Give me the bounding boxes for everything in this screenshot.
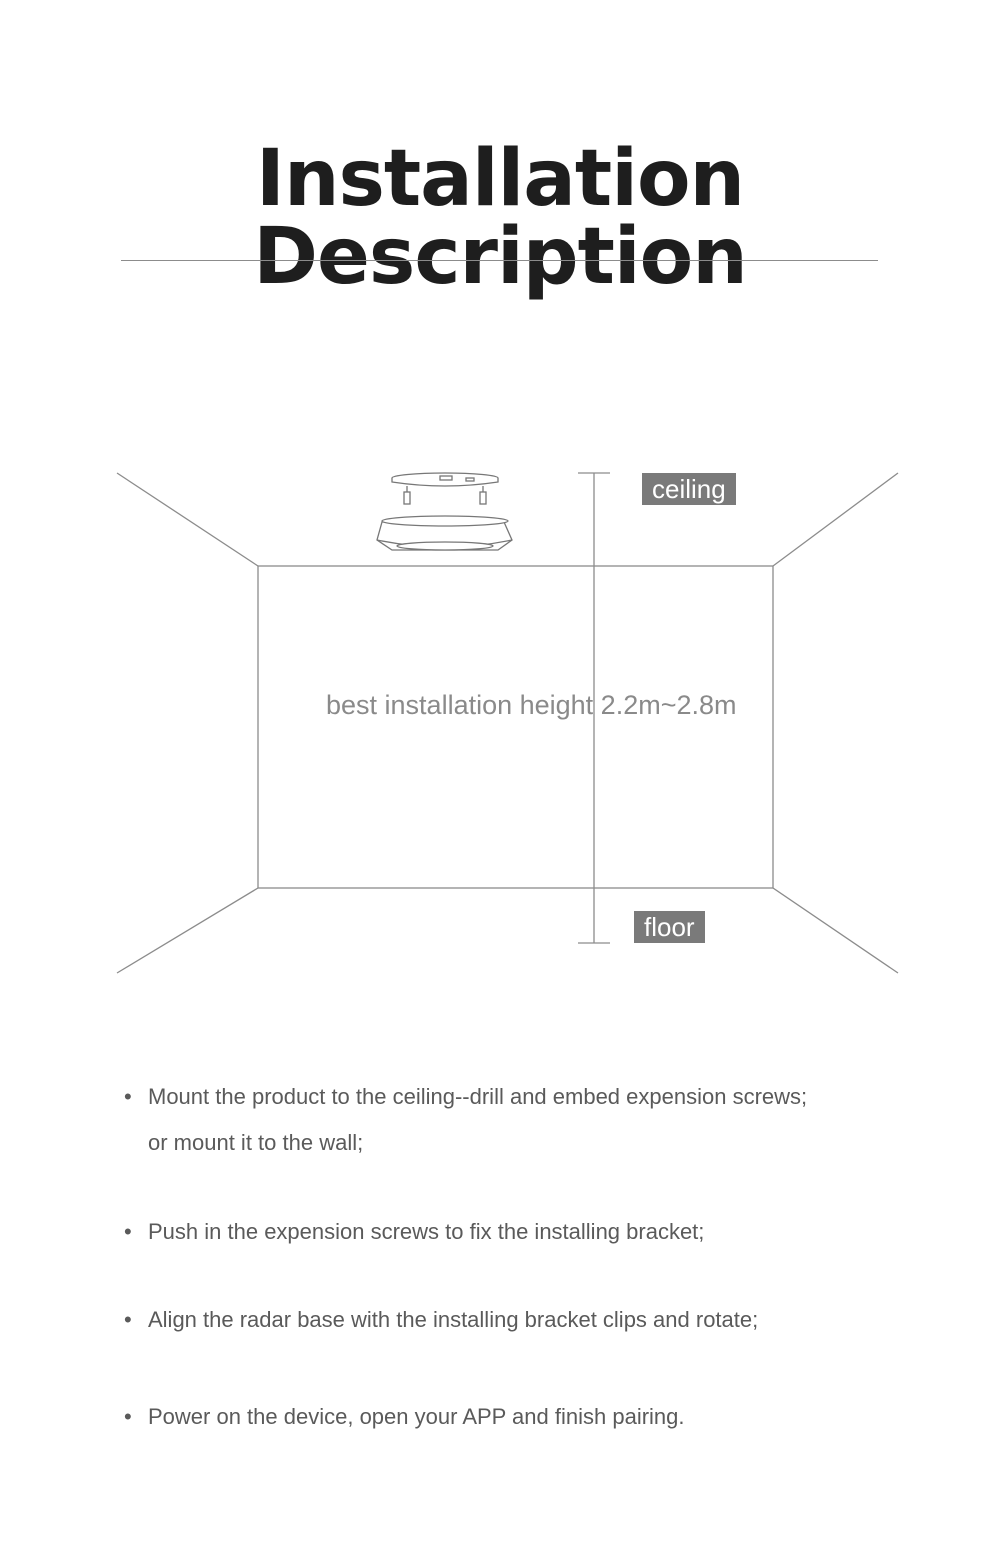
list-item [124, 1297, 758, 1343]
list-item [124, 1209, 704, 1255]
step-text-continued: or mount it to the wall; [148, 1130, 364, 1155]
ceiling-left-edge [117, 473, 258, 566]
bullet: • [124, 1404, 132, 1429]
floor-right-edge [773, 888, 898, 973]
bullet: • [124, 1219, 132, 1244]
bullet: • [124, 1307, 132, 1332]
ceiling-label: ceiling [642, 473, 736, 505]
step-text: Power on the device, open your APP and finish pairing. [148, 1404, 685, 1429]
bullet: • [124, 1084, 132, 1109]
step-text: Push in the expension screws to fix the installing bracket; [148, 1219, 705, 1244]
title-divider [121, 260, 878, 261]
back-wall [258, 566, 773, 888]
step-text: Mount the product to the ceiling--drill and embed expension screws; [148, 1084, 808, 1109]
radar-device-icon [377, 473, 512, 550]
installation-height-label: best installation height 2.2m~2.8m [326, 690, 737, 720]
floor-label: floor [634, 911, 705, 943]
floor-left-edge [117, 888, 258, 973]
ceiling-right-edge [773, 473, 898, 566]
page-title: Installation Description [253, 134, 747, 302]
step-text: Align the radar base with the installing bracket clips and rotate; [148, 1307, 759, 1332]
list-item [124, 1394, 685, 1440]
list-item [124, 1074, 807, 1166]
